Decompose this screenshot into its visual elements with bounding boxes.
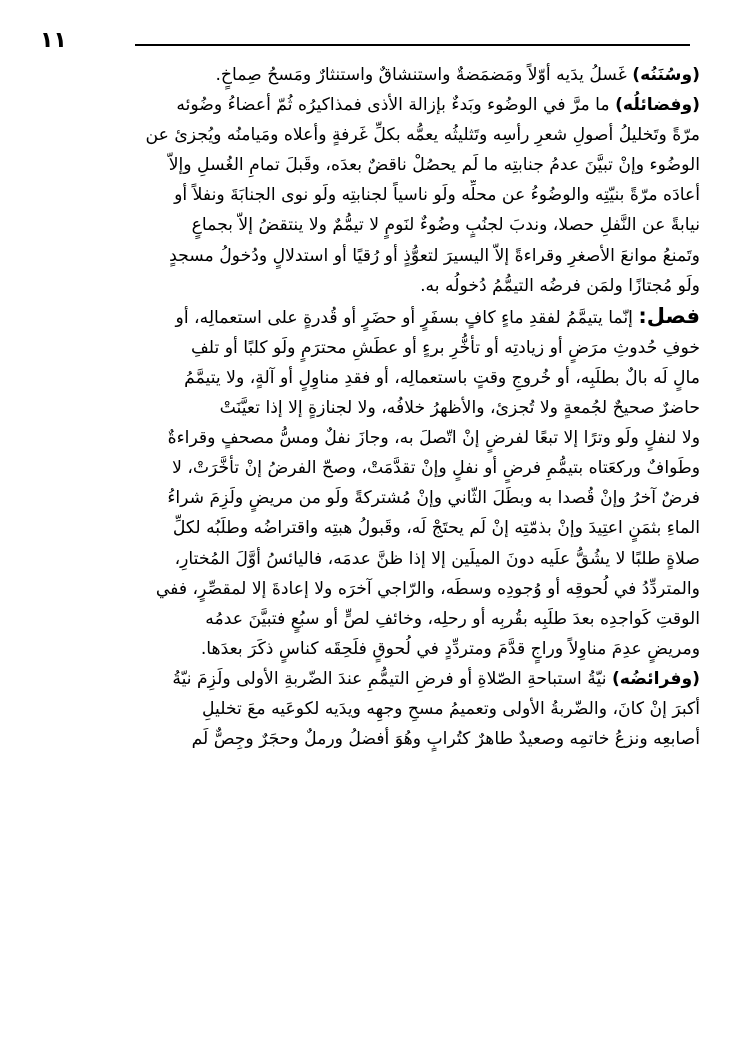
text-line [34, 120, 700, 150]
header-rule [135, 44, 690, 46]
paragraph [34, 664, 700, 754]
text-line [34, 664, 700, 694]
line-text: والمتردِّدُ في لُحوقِه أو وُجودِه وسطَه، والرّاجي آخرَه ولا إعادةَ إلا لمقصِّرٍ، ففي [155, 578, 700, 599]
text-line [34, 333, 700, 363]
line-text: الوضُوء وإنْ تبيَّنَ عدمُ جنابتِه ما لَم يحصُلْ ناقضٌ بعدَه، وقَبلَ تمامِ الغُسلِ وإلاّ [168, 155, 700, 176]
line-text: وتَمنعُ موانعَ الأصغرِ وقراءةً إلاّ اليسيرَ لتعوُّذٍ أو رُقيًا أو استدلالٍ ودُخولُ مسجدٍ [169, 245, 700, 266]
text-line [34, 544, 700, 574]
line-text: حاضرٌ صحيحٌ لجُمعةٍ ولا تُجزئ، والأظهرُ خلافُه، ولا لجنازةٍ إلا إذا تعيَّنَتْ [219, 398, 700, 419]
paragraph-lead: فصل: [638, 303, 700, 328]
text-line [34, 271, 700, 301]
text-line [34, 423, 700, 453]
line-text: ولا لنفلٍ ولَو وترًا إلا تبعًا لفرضٍ إنْ اتّصلَ به، وجازَ نفلٌ ومسُّ مصحفٍ وقراءةٌ [167, 428, 700, 449]
paragraph [34, 90, 700, 301]
text-line [34, 150, 700, 180]
paragraph [34, 60, 700, 90]
line-text: وطَوافٌ وركعَتاه بتيمُّمِ فرضٍ أو نفلٍ وإنْ تقدَّمَتْ، وصحّ الفرضُ إنْ تأخَّرَتْ، لا [172, 458, 700, 479]
text-line [34, 301, 700, 333]
line-text: ولَو مُجتازًا ولمَن فرضُه التيمُّمُ دُخولُه به. [420, 275, 700, 296]
line-text: أكبرَ إنْ كانَ، والضّربةُ الأولى وتعميمُ مسحِ وجهِه ويدَيه لكوعَيه معَ تخليلِ [202, 698, 700, 719]
paragraph-lead: (وفضائلُه) [615, 95, 700, 116]
text-line [34, 574, 700, 604]
line-text: ومريضٍ عدِمَ مناوِلاً وراجٍ قدَّمَ ومتردِّدٍ في لُحوقٍ فلَحِقَه كناسٍ ذكَرَ بعدَها. [200, 638, 700, 659]
text-line [34, 634, 700, 664]
paragraph-lead: (وفرائضُه) [611, 668, 700, 689]
text-line [34, 604, 700, 634]
text-line [34, 210, 700, 240]
line-text: غَسلُ يدَيه أوّلاً ومَضمَضةٌ واستنشاقٌ واستنثارٌ ومَسحُ صِماخٍ. [215, 65, 627, 85]
line-text: ما مرَّ في الوضُوء وبَدءٌ بإزالة الأذى فمذاكيرُه ثُمّ أعضاءُ وضُوئه [176, 95, 610, 116]
line-text: فرضٌ آخرُ وإنْ قُصدا به وبطَلَ الثّاني وإنْ مُشتركةً ولَو من مريضٍ ولَزِمَ شراءُ [167, 488, 700, 509]
line-text: مرّةً وتَخليلُ أصولِ شعرِ رأسِه وتَثليثُه يعمُّه بكلِّ غَرفةٍ وأعلاه ومَيامنُه ويُجزئ عن [145, 125, 700, 146]
text-line [34, 694, 700, 724]
text-line [34, 90, 700, 120]
paragraph [34, 301, 700, 664]
line-text: أعادَه مرّةً بنيّتِه والوضُوءُ عن محلِّه ولَو ناسياً لجنابتِه ولَو نوى الجنابَةَ ونفلاً أو [174, 185, 700, 206]
line-text: نيابةً عن النَّفلِ حصلا، وندبَ لجنُبٍ وضُوءٌ لنَومٍ لا تيمُّمٌ ولا ينتقضُ إلاّ بجماعٍ [191, 215, 700, 236]
line-text: الوقتِ كَواجدِه بعدَ طلَبِه بقُربِه أو رحلِه، وخائفِ لصٍّ أو سبُعٍ فتبيَّنَ عدمُه [205, 608, 700, 629]
text-line [34, 241, 700, 271]
text-line [34, 363, 700, 393]
line-text: أصابعِه ونزعُ خاتمِه وصعيدٌ طاهرٌ كتُرابٍ وهُوَ أفضلُ ورملٌ وحجَرٌ وجِصٌّ لَم [191, 729, 700, 750]
text-line [34, 513, 700, 543]
paragraph-lead: (وسُنَنُه) [632, 65, 700, 85]
line-text: نيّةُ استباحةِ الصّلاةِ أو فرضِ التيمُّمِ عندَ الضّربةِ الأولى ولَزِمَ نيّةُ [172, 668, 607, 689]
line-text: إنّما يتيمَّمُ لفقدِ ماءٍ كافٍ بسفَرٍ أو حضَرٍ أو قُدرةٍ على استعمالِه، أو [175, 307, 633, 328]
line-text: الماءِ بثمَنٍ اعتِيدَ وإنْ بذمّتِه إنْ لَم يحتَجْ لَه، وقَبولُ هبتِه واقتراضُه وطلَبُه لكلِّ [172, 518, 700, 539]
text-line [34, 60, 700, 90]
text-line [34, 393, 700, 423]
line-text: مالٍ لَه بالٌ بطلَبِه، أو خُروجِ وقتٍ باستعمالِه، أو فقدِ مناوِلٍ أو آلةٍ، ولا يتيمَّمُ [184, 367, 700, 388]
text-line [34, 483, 700, 513]
page-header [30, 22, 700, 56]
text-line [34, 180, 700, 210]
text-line [34, 453, 700, 483]
page-number: ١١ [40, 28, 67, 53]
line-text: خوفِ حُدوثِ مرَضٍ أو زيادتِه أو تأخُّرِ برءٍ أو عطَشِ محترَمٍ ولَو كلبًا أو تلفِ [190, 337, 700, 358]
text-line [34, 724, 700, 754]
body-text [34, 60, 700, 754]
line-text: صلاةٍ طلبًا لا يشُقُّ علَيه دونَ الميلَين إلا إذا ظنَّ عدمَه، فاليائسُ أوَّلَ المُختارِ، [174, 548, 700, 569]
